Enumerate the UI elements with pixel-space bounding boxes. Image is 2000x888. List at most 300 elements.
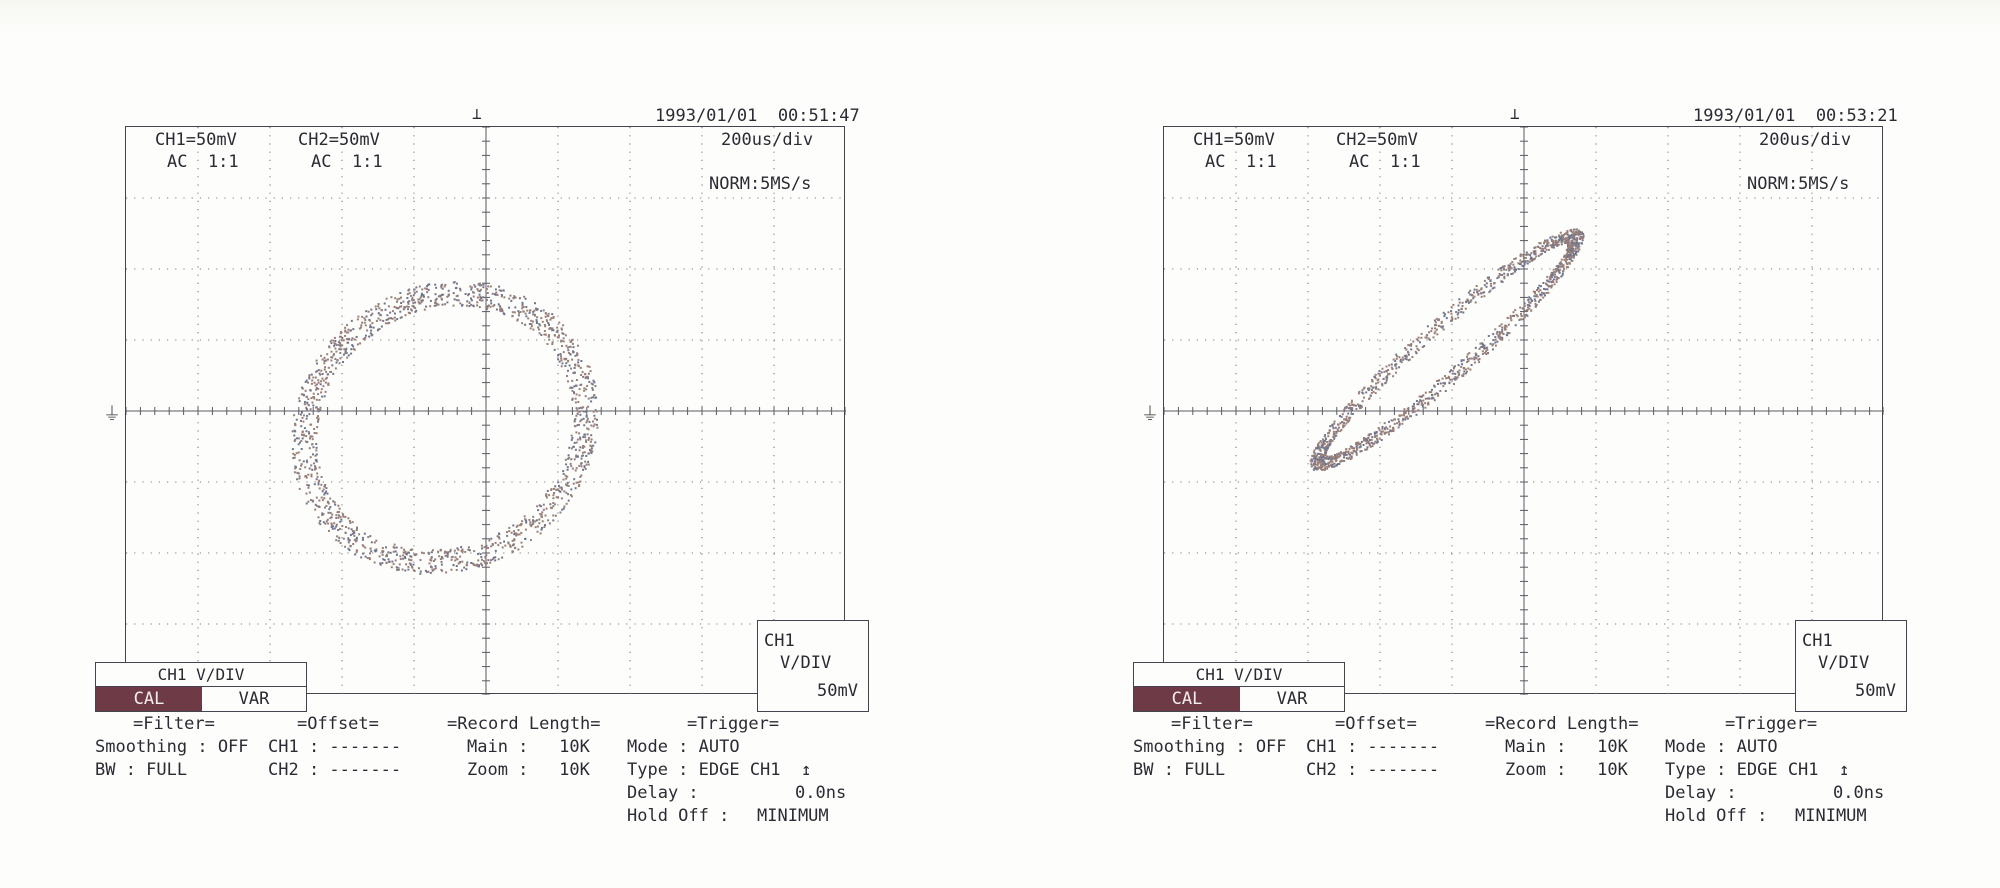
trace-sample (1368, 434, 1370, 436)
trace-sample (349, 522, 351, 524)
trace-sample (414, 311, 416, 313)
trace-sample (316, 497, 318, 499)
trace-sample (1527, 260, 1529, 262)
trace-sample (1546, 280, 1548, 282)
trace-sample (438, 295, 440, 297)
trace-sample (1524, 316, 1526, 318)
trace-sample (371, 313, 373, 315)
trace-sample (542, 520, 544, 522)
trace-sample (400, 302, 402, 304)
trace-sample (1388, 364, 1390, 366)
trace-sample (1525, 261, 1527, 263)
var-button[interactable]: VAR (238, 689, 270, 709)
trace-sample (1386, 366, 1388, 368)
trace-sample (531, 323, 533, 325)
trace-sample (1410, 415, 1412, 417)
trace-sample (369, 320, 371, 322)
trace-sample (456, 283, 458, 285)
trace-sample (317, 393, 319, 395)
trace-sample (1351, 447, 1353, 449)
trace-sample (418, 302, 420, 304)
trace-sample (304, 427, 306, 429)
trace-sample (307, 398, 309, 400)
trace-sample (411, 566, 413, 568)
cal-button[interactable]: CAL (96, 687, 202, 711)
trace-sample (408, 559, 410, 561)
trace-sample (1341, 452, 1343, 454)
trace-sample (1425, 398, 1427, 400)
trace-sample (1538, 291, 1540, 293)
trace-sample (369, 558, 371, 560)
trace-sample (1370, 385, 1372, 387)
ch1-scale: CH1=50mV (155, 130, 237, 150)
trace-sample (1424, 402, 1426, 404)
trace-sample (1461, 363, 1463, 365)
trace-sample (325, 382, 327, 384)
trace-sample (1363, 444, 1365, 446)
trace-sample (1579, 231, 1581, 233)
trace-sample (339, 521, 341, 523)
trace-sample (370, 548, 372, 550)
trace-sample (1382, 368, 1384, 370)
trace-sample (391, 566, 393, 568)
var-button[interactable]: VAR (1276, 689, 1308, 709)
trace-sample (589, 366, 591, 368)
cal-button[interactable]: CAL (1134, 687, 1240, 711)
trace-sample (586, 377, 588, 379)
trace-sample (1388, 421, 1390, 423)
trace-sample (311, 374, 313, 376)
trace-sample (324, 357, 326, 359)
trace-sample (340, 519, 342, 521)
trace-sample (485, 547, 487, 549)
filter-header: =Filter= (1171, 714, 1253, 734)
trace-sample (546, 320, 548, 322)
trace-sample (1501, 323, 1503, 325)
trace-sample (307, 501, 309, 503)
trace-sample (344, 331, 346, 333)
trace-sample (430, 572, 432, 574)
trace-sample (1505, 269, 1507, 271)
trace-sample (319, 487, 321, 489)
trace-sample (576, 394, 578, 396)
trace-sample (580, 360, 582, 362)
trace-sample (583, 418, 585, 420)
trace-sample (577, 401, 579, 403)
trace-sample (317, 408, 319, 410)
trace-sample (1463, 370, 1465, 372)
trace-sample (560, 512, 562, 514)
trace-sample (323, 489, 325, 491)
trace-sample (471, 299, 473, 301)
trace-sample (1575, 239, 1577, 241)
trace-sample (545, 515, 547, 517)
trace-sample (335, 351, 337, 353)
trace-sample (572, 468, 574, 470)
trace-sample (385, 309, 387, 311)
trace-sample (562, 470, 564, 472)
trace-sample (463, 567, 465, 569)
trace-sample (1372, 381, 1374, 383)
trace-sample (1501, 329, 1503, 331)
trace-sample (1361, 392, 1363, 394)
trace-sample (1398, 356, 1400, 358)
trace-sample (1576, 242, 1578, 244)
trace-sample (1398, 421, 1400, 423)
trace-sample (1557, 266, 1559, 268)
trace-sample (389, 312, 391, 314)
trace-sample (1448, 311, 1450, 313)
trace-sample (331, 514, 333, 516)
trace-sample (1321, 454, 1323, 456)
trace-sample (371, 322, 373, 324)
trace-sample (1396, 422, 1398, 424)
trace-sample (311, 474, 313, 476)
trace-sample (579, 384, 581, 386)
trace-sample (321, 476, 323, 478)
trace-sample (319, 467, 321, 469)
trace-sample (334, 528, 336, 530)
trace-sample (586, 385, 588, 387)
trace-sample (1449, 371, 1451, 373)
trace-sample (456, 552, 458, 554)
trace-sample (386, 314, 388, 316)
trace-sample (322, 373, 324, 375)
trace-sample (571, 399, 573, 401)
trace-sample (1514, 269, 1516, 271)
trace-sample (1568, 255, 1570, 257)
trace-sample (1513, 311, 1515, 313)
trace-sample (1445, 377, 1447, 379)
trace-sample (1387, 369, 1389, 371)
trace-sample (1518, 268, 1520, 270)
trace-sample (388, 305, 390, 307)
trace-sample (586, 420, 588, 422)
trace-sample (590, 450, 592, 452)
trace-sample (530, 525, 532, 527)
trace-sample (1538, 285, 1540, 287)
trace-sample (1536, 289, 1538, 291)
trace-sample (423, 294, 425, 296)
record-zoom: Zoom : 10K (467, 760, 590, 780)
ch2-scale: CH2=50mV (1336, 130, 1418, 150)
trace-sample (571, 387, 573, 389)
trace-sample (582, 447, 584, 449)
trace-sample (1374, 435, 1376, 437)
trace-sample (1406, 410, 1408, 412)
trace-sample (1552, 244, 1554, 246)
trace-sample (532, 516, 534, 518)
trace-sample (315, 504, 317, 506)
trace-sample (374, 562, 376, 564)
trace-sample (339, 508, 341, 510)
trace-sample (325, 487, 327, 489)
trace-sample (1509, 268, 1511, 270)
trace-sample (312, 443, 314, 445)
trace-sample (396, 569, 398, 571)
trace-sample (331, 364, 333, 366)
trace-sample (1355, 442, 1357, 444)
trace-sample (1351, 400, 1353, 402)
trace-sample (451, 569, 453, 571)
trace-sample (1541, 292, 1543, 294)
trace-sample (354, 339, 356, 341)
trace-sample (1404, 418, 1406, 420)
trace-sample (498, 558, 500, 560)
trace-sample (453, 564, 455, 566)
trace-sample (1396, 355, 1398, 357)
trace-sample (563, 508, 565, 510)
ch2-scale: CH2=50mV (298, 130, 380, 150)
trace-sample (536, 316, 538, 318)
trace-sample (1499, 267, 1501, 269)
trace-sample (1448, 382, 1450, 384)
trace-sample (477, 553, 479, 555)
trace-sample (1368, 389, 1370, 391)
trace-sample (1404, 355, 1406, 357)
trace-sample (1522, 318, 1524, 320)
trace-sample (432, 549, 434, 551)
trace-sample (1407, 418, 1409, 420)
trace-sample (1379, 437, 1381, 439)
trace-sample (460, 546, 462, 548)
trace-sample (1356, 454, 1358, 456)
trace-sample (335, 514, 337, 516)
trace-sample (1400, 360, 1402, 362)
trace-sample (461, 570, 463, 572)
trace-sample (1446, 317, 1448, 319)
trace-sample (1445, 390, 1447, 392)
trace-sample (1515, 324, 1517, 326)
trace-sample (590, 400, 592, 402)
trace-sample (1555, 244, 1557, 246)
trace-sample (1441, 322, 1443, 324)
trace-sample (330, 356, 332, 358)
trace-sample (1317, 453, 1319, 455)
trace-sample (1466, 361, 1468, 363)
trace-sample (380, 564, 382, 566)
trace-sample (445, 571, 447, 573)
trace-sample (1410, 348, 1412, 350)
trace-sample (490, 302, 492, 304)
trace-sample (310, 499, 312, 501)
ch2-offset: CH2 : ------- (268, 760, 402, 780)
trace-sample (501, 557, 503, 559)
trace-sample (583, 434, 585, 436)
trace-sample (1569, 263, 1571, 265)
trace-sample (498, 286, 500, 288)
trace-sample (1412, 408, 1414, 410)
trace-sample (1345, 422, 1347, 424)
trace-sample (1451, 317, 1453, 319)
trace-sample (1465, 308, 1467, 310)
trace-sample (305, 390, 307, 392)
trace-sample (575, 425, 577, 427)
trace-sample (363, 338, 365, 340)
trace-sample (1495, 339, 1497, 341)
trace-sample (402, 301, 404, 303)
trace-sample (1544, 295, 1546, 297)
trace-sample (548, 313, 550, 315)
trace-sample (1510, 319, 1512, 321)
trace-sample (425, 306, 427, 308)
trace-sample (1393, 428, 1395, 430)
trace-sample (1434, 320, 1436, 322)
acquisition-mode: NORM:5MS/s (709, 174, 812, 194)
trace-sample (341, 525, 343, 527)
trace-sample (570, 458, 572, 460)
trace-sample (1562, 238, 1564, 240)
trace-sample (1540, 295, 1542, 297)
trace-sample (320, 370, 322, 372)
trace-sample (378, 303, 380, 305)
timestamp: 1993/01/01 00:53:21 (1693, 106, 1898, 126)
trace-sample (381, 550, 383, 552)
trace-sample (355, 540, 357, 542)
trace-sample (569, 365, 571, 367)
trace-sample (1555, 236, 1557, 238)
trace-sample (440, 550, 442, 552)
trace-sample (578, 411, 580, 413)
trace-sample (1418, 401, 1420, 403)
record-main: Main : 10K (467, 737, 590, 757)
trace-sample (511, 532, 513, 534)
trace-sample (1432, 397, 1434, 399)
trace-sample (1454, 373, 1456, 375)
trace-sample (455, 556, 457, 558)
trace-sample (561, 365, 563, 367)
trace-sample (319, 506, 321, 508)
trace-sample (1482, 292, 1484, 294)
trace-sample (562, 362, 564, 364)
trace-sample (1369, 444, 1371, 446)
trace-sample (364, 319, 366, 321)
trace-sample (435, 293, 437, 295)
trace-sample (321, 378, 323, 380)
trace-sample (375, 308, 377, 310)
trace-sample (386, 319, 388, 321)
trace-sample (386, 562, 388, 564)
trace-sample (322, 490, 324, 492)
trace-sample (365, 556, 367, 558)
trace-sample (565, 362, 567, 364)
trace-sample (578, 481, 580, 483)
trace-sample (314, 467, 316, 469)
acquisition-mode: NORM:5MS/s (1747, 174, 1850, 194)
trace-sample (586, 464, 588, 466)
trace-sample (565, 492, 567, 494)
trace-sample (1416, 345, 1418, 347)
trace-sample (323, 362, 325, 364)
trace-sample (1551, 284, 1553, 286)
trace-sample (1435, 324, 1437, 326)
trace-sample (1552, 281, 1554, 283)
trace-sample (547, 322, 549, 324)
trace-sample (580, 475, 582, 477)
trace-sample (378, 312, 380, 314)
trace-sample (312, 377, 314, 379)
trace-sample (436, 298, 438, 300)
trace-sample (414, 289, 416, 291)
trace-sample (543, 309, 545, 311)
trace-sample (1541, 253, 1543, 255)
trace-sample (1572, 239, 1574, 241)
trace-sample (513, 297, 515, 299)
trace-sample (506, 535, 508, 537)
trace-sample (1436, 329, 1438, 331)
trace-sample (342, 516, 344, 518)
trace-sample (374, 542, 376, 544)
trace-sample (1430, 391, 1432, 393)
trace-sample (522, 302, 524, 304)
trace-sample (1397, 418, 1399, 420)
trace-sample (399, 292, 401, 294)
trace-sample (300, 420, 302, 422)
trace-sample (1482, 353, 1484, 355)
trace-sample (1540, 250, 1542, 252)
trace-sample (1458, 309, 1460, 311)
trace-sample (1556, 270, 1558, 272)
trace-sample (308, 485, 310, 487)
trace-sample (1452, 304, 1454, 306)
trace-sample (435, 565, 437, 567)
record-zoom: Zoom : 10K (1505, 760, 1628, 780)
trace-sample (384, 559, 386, 561)
trace-sample (578, 407, 580, 409)
trace-sample (324, 366, 326, 368)
trace-sample (479, 294, 481, 296)
trace-sample (494, 559, 496, 561)
trace-sample (1554, 283, 1556, 285)
vdiv-menu-title: CH1 V/DIV (96, 663, 306, 687)
trace-sample (558, 485, 560, 487)
trace-sample (1582, 233, 1584, 235)
trace-sample (596, 424, 598, 426)
trace-sample (1492, 348, 1494, 350)
trace-sample (1529, 261, 1531, 263)
trace-sample (1448, 376, 1450, 378)
trace-sample (1510, 317, 1512, 319)
trace-sample (327, 493, 329, 495)
trace-sample (1324, 465, 1326, 467)
trace-sample (521, 322, 523, 324)
trace-sample (553, 492, 555, 494)
trace-sample (1538, 301, 1540, 303)
trace-sample (329, 346, 331, 348)
trace-sample (1371, 392, 1373, 394)
trace-sample (502, 289, 504, 291)
scope-capture-1 (95, 100, 860, 840)
trace-sample (1401, 423, 1403, 425)
trace-sample (593, 411, 595, 413)
trace-sample (1508, 324, 1510, 326)
trace-sample (430, 300, 432, 302)
trace-sample (1561, 243, 1563, 245)
trace-sample (1431, 394, 1433, 396)
trace-sample (551, 488, 553, 490)
trace-sample (1530, 310, 1532, 312)
trace-sample (1358, 391, 1360, 393)
trace-sample (1538, 242, 1540, 244)
trace-sample (510, 300, 512, 302)
trace-sample (553, 488, 555, 490)
trace-sample (385, 322, 387, 324)
trace-sample (428, 283, 430, 285)
trace-sample (1402, 359, 1404, 361)
trace-sample (1487, 277, 1489, 279)
trace-sample (356, 551, 358, 553)
trace-sample (1396, 358, 1398, 360)
